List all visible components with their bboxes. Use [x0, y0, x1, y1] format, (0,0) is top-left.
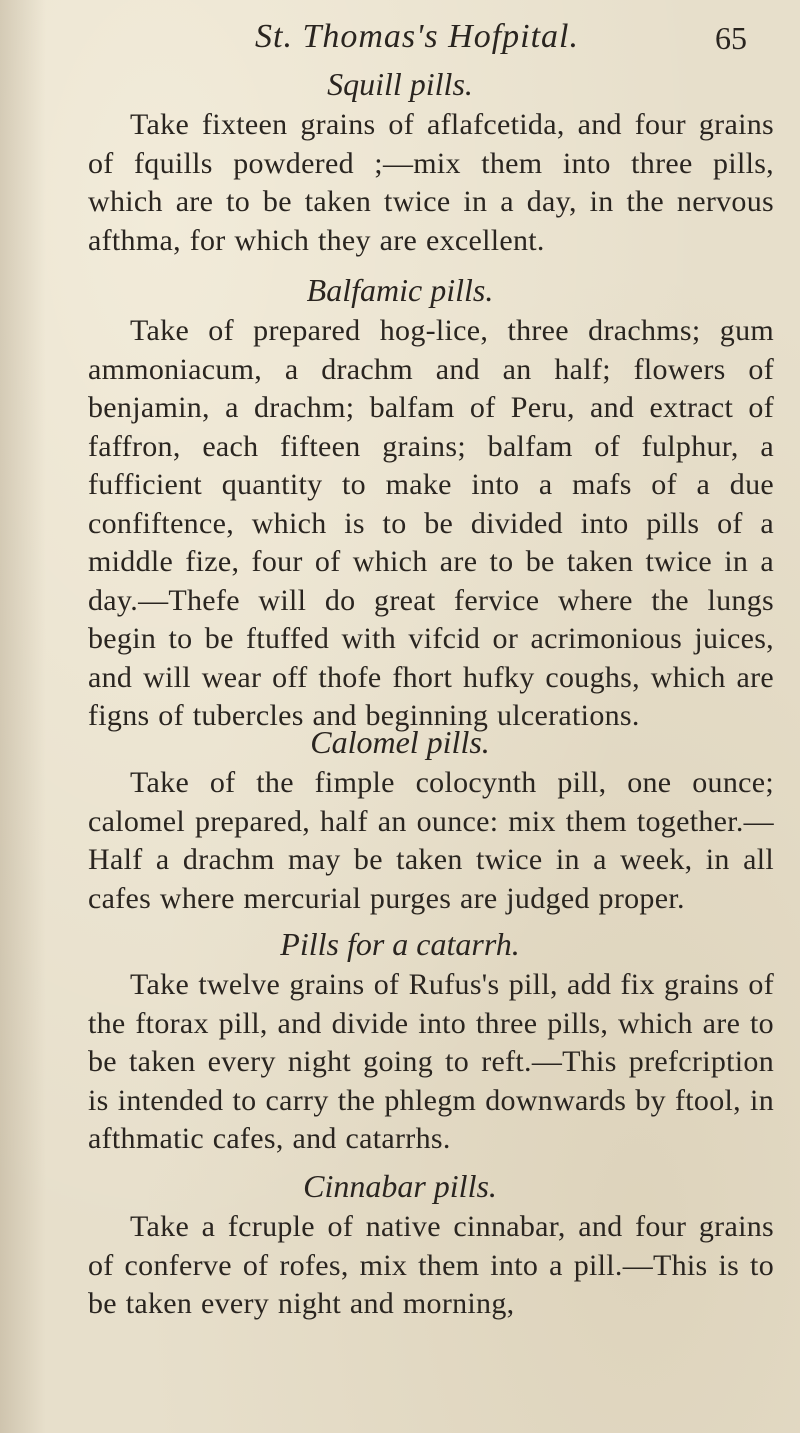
- recipe-heading: Pills for a catarrh.: [280, 926, 520, 962]
- recipe-cinnabar-pills: [0, 1164, 800, 1324]
- recipe-calomel-pills: [0, 720, 800, 918]
- recipe-heading: Squill pills.: [327, 66, 473, 102]
- recipe-catarrh-pills: [0, 922, 800, 1159]
- running-head: [0, 18, 800, 60]
- recipe-text: Take of the fimple colocynth pill, one ounce; calomel prepared, half an ounce: mix them together.—Half a drachm may be taken twice in a week, in all cafes where mercurial purges are judged proper.: [88, 766, 774, 915]
- recipe-balsamic-pills: [0, 268, 800, 736]
- recipe-text: Take of prepared hog-lice, three drachms; gum ammoniacum, a drachm and an half; flowers of benjamin, a drachm; balfam of Peru, and extract of faffron, each fifteen grains; balfam of fulphur, a fufficient quantity to make into a mafs of a due confiftence, which is to be divided into pills of a middle fize, four of which are to be taken twice in a day.—Thefe will do great fervice where the lungs begin to be ftuffed with vifcid or acrimonious juices, and will wear off thofe fhort hufky coughs, which are figns of tubercles and beginning ulcerations.: [88, 314, 774, 732]
- recipe-heading: Balfamic pills.: [306, 272, 494, 308]
- recipe-text: Take fixteen grains of aflafcetida, and four grains of fquills powdered ;—mix them into three pills, which are to be taken twice in a day, in the nervous afthma, for which they are excellent.: [88, 108, 774, 257]
- recipe-heading: Cinnabar pills.: [303, 1168, 497, 1204]
- running-title: St. Thomas's Hofpital.: [255, 18, 579, 55]
- recipe-text: Take twelve grains of Rufus's pill, add fix grains of the ftorax pill, and divide into three pills, which are to be taken every night going to reft.—This prefcription is intended to carry the phlegm downwards by ftool, in afthmatic cafes, and catarrhs.: [88, 968, 774, 1155]
- recipe-heading: Calomel pills.: [310, 724, 490, 760]
- recipe-text: Take a fcruple of native cinnabar, and four grains of conferve of rofes, mix them into a pill.—This is to be taken every night and morning,: [88, 1210, 774, 1320]
- recipe-squill-pills: [0, 62, 800, 260]
- page-number: 65: [715, 20, 747, 56]
